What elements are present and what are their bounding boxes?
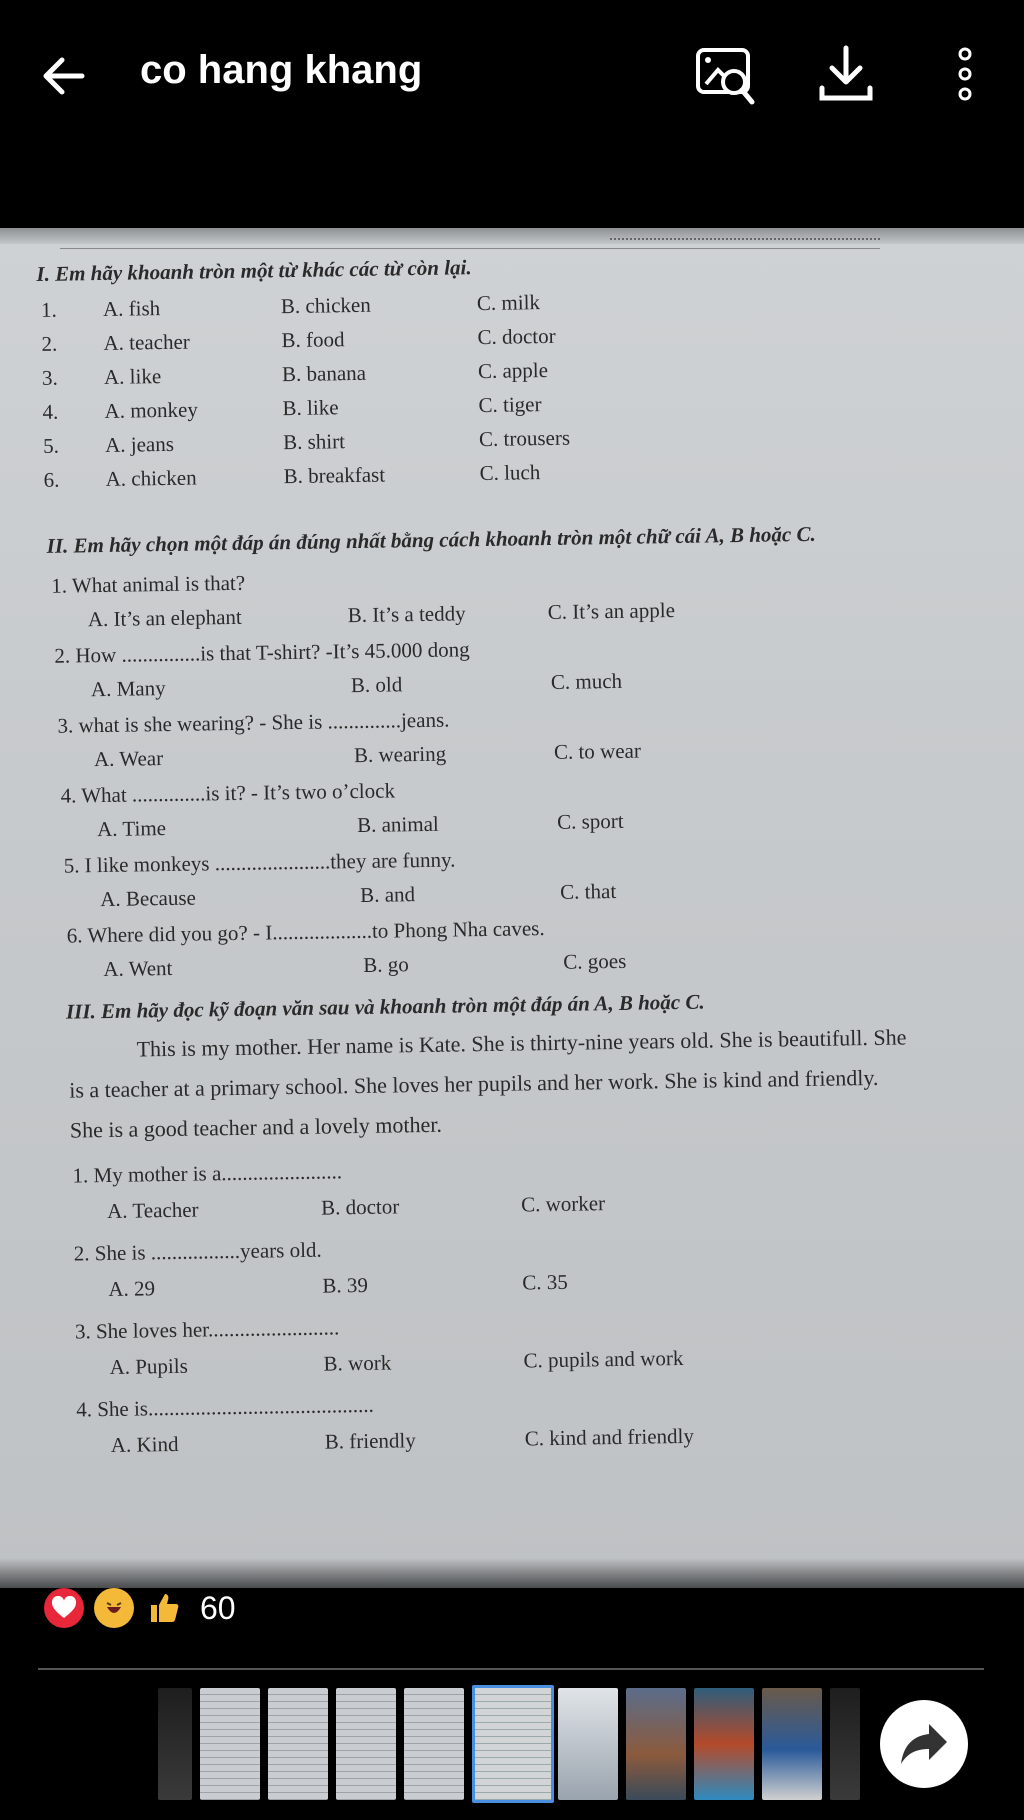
option-a: A. jeans [104, 431, 175, 457]
row-number: 4. [42, 399, 59, 424]
option-a: A. chicken [105, 465, 197, 491]
divider [38, 1668, 984, 1670]
page-title: co hang khang [140, 48, 423, 92]
photo-viewer[interactable] [0, 228, 1024, 1588]
option-a: A. teacher [103, 329, 190, 355]
option-c: C. apple [477, 357, 549, 384]
haha-icon[interactable] [94, 1588, 134, 1628]
option-a: A. Pupils [109, 1353, 188, 1379]
option-c: C. kind and friendly [524, 1423, 695, 1451]
option-c: C. doctor [477, 323, 556, 350]
thumbnail[interactable] [762, 1688, 822, 1800]
download-icon[interactable] [818, 44, 874, 104]
passage-line-2: is a teacher at a primary school. She loves her pupils and her work. She is kind and friendly. [69, 1064, 879, 1103]
option-b: B. breakfast [283, 462, 386, 489]
option-b: B. 39 [322, 1272, 369, 1298]
reactions-bar[interactable] [44, 1588, 236, 1628]
passage-line-3: She is a good teacher and a lovely mother. [69, 1111, 443, 1143]
option-c: C. It’s an apple [547, 598, 676, 625]
option-c: C. worker [520, 1191, 606, 1217]
option-c: C. goes [563, 948, 627, 974]
option-a: A. Kind [110, 1431, 179, 1457]
option-b: B. It’s a teddy [347, 601, 466, 628]
section-3-title: III. Em hãy đọc kỹ đoạn văn sau và khoanh tròn một đáp án A, B hoặc C. [65, 989, 705, 1024]
back-arrow-icon[interactable] [38, 48, 98, 104]
more-options-icon[interactable] [950, 44, 980, 104]
option-a: A. Wear [93, 746, 164, 772]
top-bar [0, 0, 1024, 150]
header-rule [60, 248, 880, 249]
question-text: 6. Where did you go? - I...................to Phong Nha caves. [66, 916, 545, 948]
thumbnail[interactable] [158, 1688, 192, 1800]
row-number: 6. [43, 467, 60, 492]
thumbnail[interactable] [200, 1688, 260, 1800]
option-b: B. chicken [280, 292, 371, 319]
option-b: B. doctor [320, 1194, 400, 1220]
option-c: C. trousers [478, 425, 571, 452]
option-a: A. Many [90, 676, 166, 702]
option-c: C. tiger [478, 392, 542, 418]
option-c: C. sport [556, 808, 624, 834]
heart-icon[interactable] [44, 1588, 84, 1628]
option-b: B. food [281, 327, 345, 353]
thumbnail[interactable] [626, 1688, 686, 1800]
paper-top-edge [0, 228, 1024, 244]
thumbnail[interactable] [558, 1688, 618, 1800]
option-a: A. fish [102, 296, 161, 321]
image-search-icon[interactable] [694, 44, 758, 108]
option-b: B. and [360, 882, 416, 907]
option-b: B. friendly [324, 1428, 416, 1454]
question-text: 3. what is she wearing? - She is ..............jeans. [57, 707, 450, 738]
like-icon[interactable] [144, 1588, 184, 1628]
section-2-title: II. Em hãy chọn một đáp án đúng nhất bằng cách khoanh tròn một chữ cái A, B hoặc C. [46, 521, 816, 558]
option-c: C. to wear [553, 738, 642, 764]
dotted-line [610, 238, 880, 240]
section-1-title: I. Em hãy khoanh tròn một từ khác các từ còn lại. [36, 255, 472, 286]
thumbnail[interactable] [268, 1688, 328, 1800]
question-text: 1. My mother is a....................... [72, 1159, 343, 1188]
option-b: B. old [350, 672, 403, 698]
passage-line-1: This is my mother. Her name is Kate. She is thirty-nine years old. She is beautifull. She [136, 1024, 907, 1062]
option-b: B. banana [281, 360, 367, 387]
photo-bottom-shadow [0, 1558, 1024, 1588]
thumbnail[interactable] [830, 1688, 860, 1800]
reaction-count: 60 [200, 1589, 236, 1626]
question-text: 2. She is .................years old. [73, 1237, 322, 1266]
row-number: 1. [40, 297, 57, 322]
question-text: 5. I like monkeys ......................they are funny. [63, 847, 456, 878]
option-a: A. like [103, 364, 162, 389]
option-c: C. 35 [522, 1269, 569, 1295]
question-text: 3. She loves her......................... [74, 1315, 340, 1344]
option-c: C. luch [479, 460, 541, 486]
question-text: 1. What animal is that? [51, 570, 246, 598]
thumbnail-strip[interactable] [158, 1688, 878, 1804]
option-c: C. milk [476, 290, 541, 316]
option-a: A. 29 [108, 1276, 156, 1301]
thumbnail[interactable] [694, 1688, 754, 1800]
thumbnail[interactable] [336, 1688, 396, 1800]
option-c: C. that [559, 878, 617, 904]
row-number: 3. [41, 365, 58, 390]
option-a: A. Went [103, 955, 173, 982]
option-a: A. Teacher [106, 1197, 199, 1223]
option-a: A. Because [100, 885, 197, 912]
option-b: B. animal [356, 811, 439, 838]
option-b: B. shirt [282, 429, 346, 455]
question-text: 4. She is........................................... [76, 1392, 374, 1422]
option-b: B. wearing [353, 741, 447, 768]
option-a: A. It’s an elephant [87, 604, 242, 632]
option-c: C. much [550, 668, 623, 694]
row-number: 5. [42, 433, 60, 458]
thumbnail-selected[interactable] [472, 1685, 554, 1803]
option-a: A. monkey [104, 397, 199, 423]
option-b: B. like [282, 395, 339, 421]
option-b: B. go [363, 952, 410, 977]
option-a: A. Time [96, 816, 167, 842]
share-button[interactable] [880, 1700, 968, 1788]
question-text: 2. How ...............is that T-shirt? -It’s 45.000 dong [54, 637, 470, 668]
question-text: 4. What ..............is it? - It’s two o’clock [60, 778, 396, 808]
share-arrow-icon [899, 1722, 949, 1766]
option-b: B. work [323, 1350, 392, 1376]
option-c: C. pupils and work [523, 1345, 684, 1373]
row-number: 2. [41, 331, 58, 356]
thumbnail[interactable] [404, 1688, 464, 1800]
